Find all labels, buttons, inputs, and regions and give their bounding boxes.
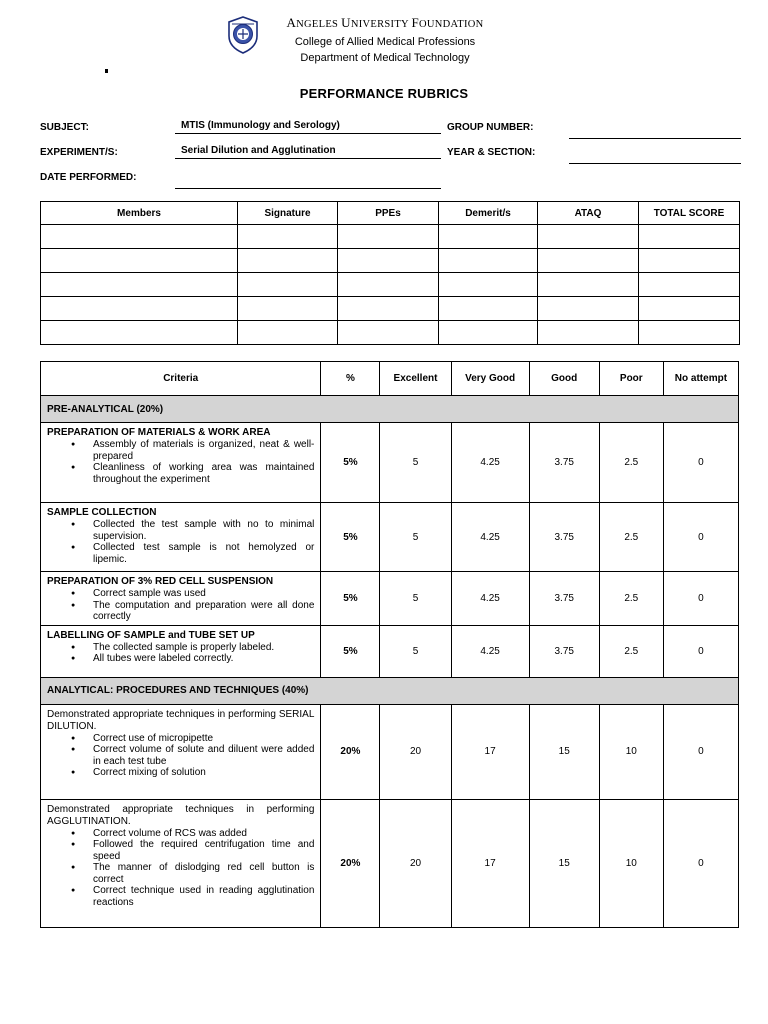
experiment-label: EXPERIMENT/S:: [40, 147, 118, 158]
col-excellent: Excellent: [380, 362, 451, 396]
excellent-score: 5: [380, 503, 451, 572]
weight-percent: 20%: [321, 799, 380, 927]
col-poor: Poor: [599, 362, 663, 396]
rubric-header-row: [41, 362, 739, 396]
criteria-bullets: [47, 642, 314, 665]
good-score: 3.75: [529, 423, 599, 503]
date-performed-label: DATE PERFORMED:: [40, 172, 137, 183]
very-good-score: 17: [451, 704, 529, 799]
members-header-row: [41, 202, 740, 225]
section-row: [41, 677, 739, 704]
col-ppes: PPEs: [338, 202, 439, 225]
col-criteria: Criteria: [41, 362, 321, 396]
col-good: Good: [529, 362, 599, 396]
criteria-cell: [41, 799, 321, 927]
weight-percent: 5%: [321, 625, 380, 677]
criteria-bullet: ● All tubes were labeled correctly.: [93, 653, 314, 665]
total-score-cell[interactable]: [639, 321, 740, 345]
weight-percent: 5%: [321, 423, 380, 503]
demerits-cell[interactable]: [439, 225, 538, 249]
criteria-row: [41, 572, 739, 626]
no-attempt-score: 0: [663, 423, 738, 503]
very-good-score: 4.25: [451, 572, 529, 626]
no-attempt-score: 0: [663, 625, 738, 677]
ppes-cell[interactable]: [338, 321, 439, 345]
criteria-cell: [41, 572, 321, 626]
poor-score: 2.5: [599, 625, 663, 677]
member-row: [41, 321, 740, 345]
criteria-bullet: ● Correct use of micropipette: [93, 733, 314, 745]
good-score: 3.75: [529, 625, 599, 677]
no-attempt-score: 0: [663, 503, 738, 572]
year-section-field[interactable]: [569, 149, 741, 164]
col-very-good: Very Good: [451, 362, 529, 396]
subject-label: SUBJECT:: [40, 122, 89, 133]
no-attempt-score: 0: [663, 572, 738, 626]
group-number-field[interactable]: [569, 124, 741, 139]
signature-cell[interactable]: [238, 321, 338, 345]
criteria-intro: Demonstrated appropriate techniques in performing SERIAL DILUTION.: [47, 708, 315, 732]
excellent-score: 5: [380, 572, 451, 626]
total-score-cell[interactable]: [639, 297, 740, 321]
subject-field[interactable]: MTIS (Immunology and Serology): [175, 119, 441, 134]
good-score: 15: [529, 799, 599, 927]
date-performed-field[interactable]: [175, 174, 441, 189]
good-score: 3.75: [529, 572, 599, 626]
very-good-score: 4.25: [451, 625, 529, 677]
criteria-title: PREPARATION OF 3% RED CELL SUSPENSION: [47, 576, 274, 587]
group-number-label: GROUP NUMBER:: [447, 122, 534, 133]
criteria-bullet: ● Cleanliness of working area was maintained throughout the experiment: [93, 462, 314, 485]
criteria-row: [41, 503, 739, 572]
criteria-bullets: [47, 439, 314, 485]
excellent-score: 20: [380, 704, 451, 799]
criteria-bullet: ● The computation and preparation were all done correctly: [93, 600, 314, 623]
col-percent: %: [321, 362, 380, 396]
signature-cell[interactable]: [238, 249, 338, 273]
page-title: PERFORMANCE RUBRICS: [299, 86, 469, 101]
total-score-cell[interactable]: [639, 225, 740, 249]
good-score: 15: [529, 704, 599, 799]
section-row: [41, 396, 739, 423]
member-name-cell[interactable]: [41, 297, 238, 321]
weight-percent: 5%: [321, 503, 380, 572]
poor-score: 10: [599, 704, 663, 799]
col-ataq: ATAQ: [538, 202, 639, 225]
member-row: [41, 225, 740, 249]
member-name-cell[interactable]: [41, 249, 238, 273]
criteria-bullets: [47, 733, 314, 779]
member-row: [41, 273, 740, 297]
ataq-cell[interactable]: [538, 297, 639, 321]
demerits-cell[interactable]: [439, 249, 538, 273]
excellent-score: 5: [380, 423, 451, 503]
weight-percent: 20%: [321, 704, 380, 799]
criteria-row: [41, 704, 739, 799]
excellent-score: 5: [380, 625, 451, 677]
criteria-bullet: ● The collected sample is properly labeled.: [93, 642, 314, 654]
no-attempt-score: 0: [663, 704, 738, 799]
poor-score: 2.5: [599, 572, 663, 626]
criteria-bullets: [47, 828, 314, 909]
criteria-cell: [41, 625, 321, 677]
year-section-label: YEAR & SECTION:: [447, 147, 536, 158]
demerits-cell[interactable]: [439, 321, 538, 345]
ppes-cell[interactable]: [338, 249, 439, 273]
signature-cell[interactable]: [238, 273, 338, 297]
section-title: PRE-ANALYTICAL (20%): [41, 396, 739, 423]
rubric-table: [40, 361, 739, 928]
criteria-row: [41, 799, 739, 927]
criteria-bullet: ● Collected the test sample with no to minimal supervision.: [93, 519, 314, 542]
ppes-cell[interactable]: [338, 225, 439, 249]
criteria-row: [41, 423, 739, 503]
col-no-attempt: No attempt: [663, 362, 738, 396]
poor-score: 2.5: [599, 423, 663, 503]
criteria-title: PREPARATION OF MATERIALS & WORK AREA: [47, 427, 271, 438]
criteria-bullet: ● The manner of dislodging red cell button is correct: [93, 862, 314, 885]
members-table: [40, 201, 740, 345]
criteria-bullet: ● Assembly of materials is organized, neat & well-prepared: [93, 439, 314, 462]
university-seal-icon: [226, 16, 260, 54]
criteria-intro: Demonstrated appropriate techniques in performing AGGLUTINATION.: [47, 803, 315, 827]
criteria-bullets: [47, 588, 314, 623]
criteria-cell: [41, 423, 321, 503]
poor-score: 2.5: [599, 503, 663, 572]
total-score-cell[interactable]: [639, 249, 740, 273]
ppes-cell[interactable]: [338, 273, 439, 297]
criteria-bullet: ● Collected test sample is not hemolyzed or lipemic.: [93, 542, 314, 565]
no-attempt-score: 0: [663, 799, 738, 927]
criteria-cell: [41, 704, 321, 799]
college-name: College of Allied Medical Professions: [294, 36, 476, 48]
ataq-cell[interactable]: [538, 321, 639, 345]
criteria-bullet: ● Followed the required centrifugation time and speed: [93, 839, 314, 862]
col-signature: Signature: [238, 202, 338, 225]
very-good-score: 4.25: [451, 423, 529, 503]
very-good-score: 4.25: [451, 503, 529, 572]
member-row: [41, 297, 740, 321]
total-score-cell[interactable]: [639, 273, 740, 297]
stray-mark: [105, 69, 108, 73]
col-total-score: TOTAL SCORE: [639, 202, 740, 225]
criteria-bullet: ● Correct mixing of solution: [93, 767, 314, 779]
very-good-score: 17: [451, 799, 529, 927]
criteria-title: SAMPLE COLLECTION: [47, 507, 157, 518]
experiment-field[interactable]: Serial Dilution and Agglutination: [175, 144, 441, 159]
member-name-cell[interactable]: [41, 273, 238, 297]
signature-cell[interactable]: [238, 297, 338, 321]
excellent-score: 20: [380, 799, 451, 927]
member-name-cell[interactable]: [41, 225, 238, 249]
signature-cell[interactable]: [238, 225, 338, 249]
demerits-cell[interactable]: [439, 273, 538, 297]
criteria-cell: [41, 503, 321, 572]
ataq-cell[interactable]: [538, 249, 639, 273]
criteria-bullet: ● Correct sample was used: [93, 588, 314, 600]
criteria-row: [41, 625, 739, 677]
institution-name: ANGELES UNIVERSITY FOUNDATION: [286, 15, 484, 30]
criteria-bullet: ● Correct volume of RCS was added: [93, 828, 314, 840]
demerits-cell[interactable]: [439, 297, 538, 321]
ataq-cell[interactable]: [538, 273, 639, 297]
col-demerits: Demerit/s: [439, 202, 538, 225]
member-row: [41, 249, 740, 273]
weight-percent: 5%: [321, 572, 380, 626]
ppes-cell[interactable]: [338, 297, 439, 321]
criteria-bullet: ● Correct volume of solute and diluent were added in each test tube: [93, 744, 314, 767]
criteria-title: LABELLING OF SAMPLE and TUBE SET UP: [47, 629, 255, 641]
section-title: ANALYTICAL: PROCEDURES AND TECHNIQUES (40%): [41, 677, 739, 704]
document-header: [0, 14, 768, 70]
ataq-cell[interactable]: [538, 225, 639, 249]
criteria-bullet: ● Correct technique used in reading agglutination reactions: [93, 885, 314, 908]
institution-block: [270, 14, 500, 66]
criteria-bullets: [47, 519, 314, 565]
col-members: Members: [41, 202, 238, 225]
good-score: 3.75: [529, 503, 599, 572]
poor-score: 10: [599, 799, 663, 927]
department-name: Department of Medical Technology: [300, 52, 470, 64]
member-name-cell[interactable]: [41, 321, 238, 345]
